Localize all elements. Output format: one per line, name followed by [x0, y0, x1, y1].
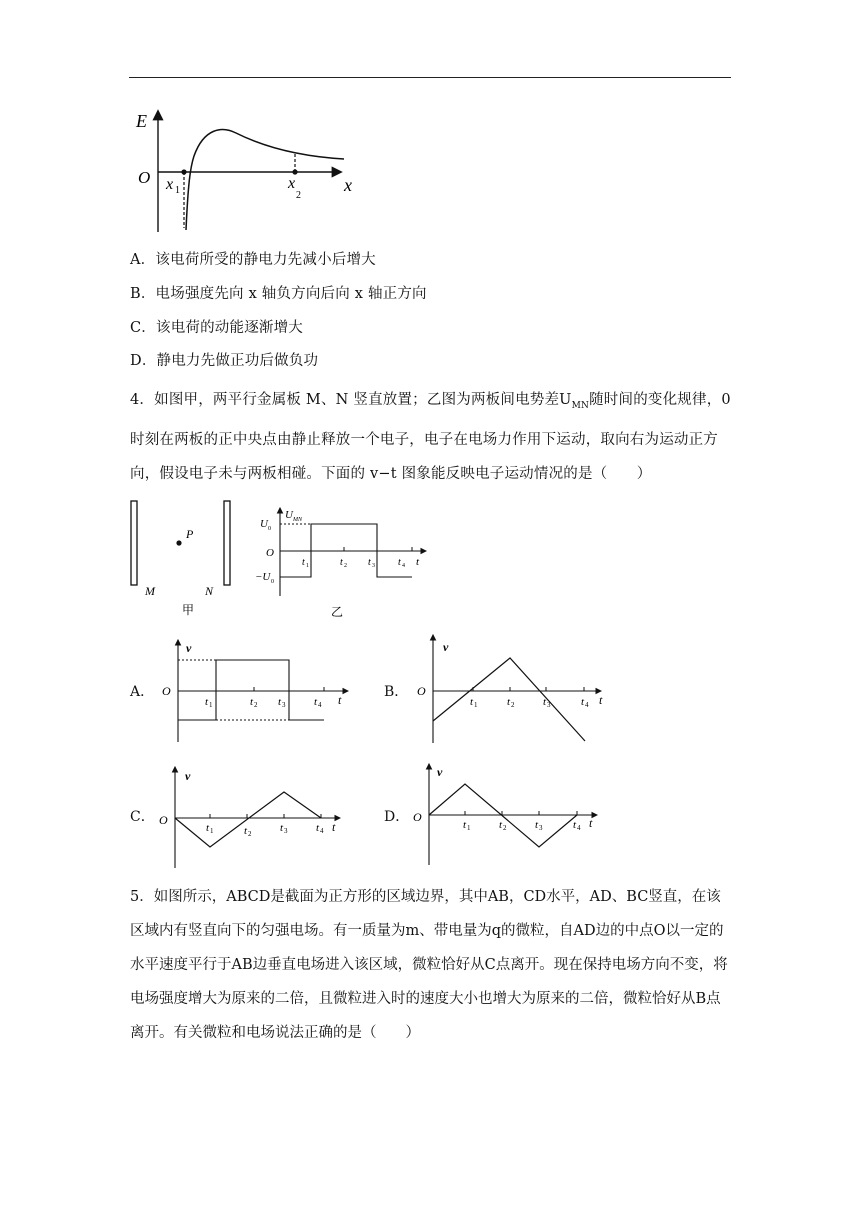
- c-t3-sub: 3: [284, 827, 288, 835]
- d-t3-sub: 3: [539, 824, 543, 832]
- d-t1-sub: 1: [467, 824, 471, 832]
- d-origin: O: [413, 810, 422, 824]
- q3-option-b: B．电场强度先向 x 轴负方向后向 x 轴正方向: [130, 286, 427, 302]
- e-curve: [186, 130, 344, 230]
- q3-option-a: A．该电荷所受的静电力先减小后增大: [130, 252, 376, 268]
- yi-u-label: U: [285, 509, 293, 521]
- a-t1: t: [205, 696, 209, 708]
- vt-graph-d: [409, 760, 609, 868]
- q4-umn-sub: MN: [571, 400, 590, 411]
- option-d-label: D．: [384, 809, 410, 825]
- d-t2-sub: 2: [503, 824, 507, 832]
- c-t1-sub: 1: [210, 827, 214, 835]
- d-t2: t: [499, 819, 503, 831]
- a-waveform: [178, 660, 324, 720]
- yi-t2-sub: 2: [344, 563, 347, 569]
- a-t2-sub: 2: [254, 701, 258, 709]
- c-t2: t: [244, 825, 248, 837]
- b-v-label: v: [443, 640, 449, 654]
- yi-t4: t: [398, 557, 401, 568]
- a-v-label: v: [186, 641, 192, 655]
- c-waveform: [175, 792, 321, 847]
- vt-graph-b: [413, 631, 613, 747]
- q3-option-d: D．静电力先做正功后做负功: [130, 353, 319, 369]
- b-t3-sub: 3: [547, 701, 551, 709]
- q4-line-1-tail: 随时间的变化规律，0: [589, 392, 731, 408]
- x2-sub: 2: [296, 190, 301, 201]
- b-t4-sub: 4: [585, 701, 589, 709]
- b-t3: t: [543, 696, 547, 708]
- yi-t1-sub: 1: [306, 563, 309, 569]
- yi-t3: t: [368, 557, 371, 568]
- b-t4: t: [581, 696, 585, 708]
- yi-t4-sub: 4: [402, 563, 405, 569]
- a-t3-sub: 3: [282, 701, 286, 709]
- q4-line-2: 时刻在两板的正中央点由静止释放一个电子，电子在电场力作用下运动，取向右为运动正方: [130, 432, 718, 448]
- yi-neg-u0-sub: 0: [271, 579, 274, 585]
- plate-m: [131, 501, 137, 585]
- q5-text: 5．如图所示，ABCD是截面为正方形的区域边界，其中AB，CD水平，AD、BC竖直，在该区域内有竖直向下的匀强电场。有一质量为m、带电量为q的微粒，自AD边的中点O以一定的水平速度平行于AB边垂直电场进入该区域，微粒恰好从C点离开。现在保持电场方向不变，将电场强度增大为原来的二倍，且微粒进入时的速度大小也增大为原来的二倍，微粒恰好从B点离开。有关微粒和电场说法正确的是（ ）: [130, 889, 728, 1041]
- d-v-label: v: [437, 765, 443, 779]
- x1-sub: 1: [175, 185, 180, 196]
- q4-line-1: [130, 388, 731, 411]
- b-t1-sub: 1: [474, 701, 478, 709]
- a-t2: t: [250, 696, 254, 708]
- a-t4: t: [314, 696, 318, 708]
- yi-u-label-sub: MN: [293, 517, 302, 523]
- x-axis-label: x: [344, 175, 352, 195]
- c-t3: t: [280, 822, 284, 834]
- b-t2: t: [507, 696, 511, 708]
- vt-graph-a: [158, 636, 358, 746]
- a-t1-sub: 1: [209, 701, 213, 709]
- x2-point: [292, 169, 297, 174]
- c-t2-sub: 2: [248, 830, 252, 838]
- d-t4: t: [573, 819, 577, 831]
- b-t2-sub: 2: [511, 701, 515, 709]
- option-b-label: B．: [384, 684, 409, 700]
- a-origin: O: [162, 684, 171, 698]
- yi-u0-label: U: [260, 518, 268, 530]
- b-origin: O: [417, 684, 426, 698]
- c-t4-sub: 4: [320, 827, 324, 835]
- yi-t2: t: [340, 557, 343, 568]
- yi-t-label: t: [416, 556, 420, 568]
- x1-point: [181, 169, 186, 174]
- header-rule: [129, 77, 731, 78]
- a-t-label: t: [338, 693, 342, 707]
- c-t1: t: [206, 822, 210, 834]
- label-p: P: [186, 527, 194, 541]
- q3-option-c: C．该电荷的动能逐渐增大: [130, 320, 303, 336]
- yi-t1: t: [302, 557, 305, 568]
- caption-yi: 乙: [331, 605, 344, 619]
- yi-neg-u0-label: −U: [255, 571, 271, 583]
- figure-jia: [128, 496, 243, 618]
- c-t-label: t: [332, 820, 336, 834]
- c-origin: O: [159, 813, 168, 827]
- label-m: M: [145, 584, 155, 598]
- yi-u0-sub: 0: [268, 526, 271, 532]
- b-t1: t: [470, 696, 474, 708]
- q4-line-3: 向，假设电子未与两板相碰。下面的 v−t 图象能反映电子运动情况的是（ ）: [130, 466, 652, 482]
- e-label: E: [136, 111, 147, 131]
- c-v-label: v: [185, 769, 191, 783]
- x1-label: x: [166, 176, 174, 193]
- caption-jia: 甲: [182, 603, 195, 617]
- option-c-label: C．: [130, 809, 155, 825]
- d-t-label: t: [589, 816, 593, 830]
- d-t4-sub: 4: [577, 824, 581, 832]
- b-t-label: t: [599, 693, 603, 707]
- label-n: N: [205, 584, 214, 598]
- c-t4: t: [316, 822, 320, 834]
- a-t3: t: [278, 696, 282, 708]
- origin-label: O: [138, 168, 151, 187]
- d-t1: t: [463, 819, 467, 831]
- point-p: [176, 540, 181, 545]
- yi-t3-sub: 3: [372, 563, 375, 569]
- q4-line-1-text: 4．如图甲，两平行金属板 M、N 竖直放置；乙图为两板间电势差U: [130, 392, 572, 408]
- figure-yi: [252, 500, 442, 620]
- plate-n: [224, 501, 230, 585]
- e-x-figure: [128, 106, 368, 236]
- option-a-label: A．: [130, 684, 155, 700]
- yi-origin: O: [266, 547, 274, 559]
- d-t3: t: [535, 819, 539, 831]
- a-t4-sub: 4: [318, 701, 322, 709]
- vt-graph-c: [155, 763, 355, 871]
- x2-label: x: [288, 175, 296, 192]
